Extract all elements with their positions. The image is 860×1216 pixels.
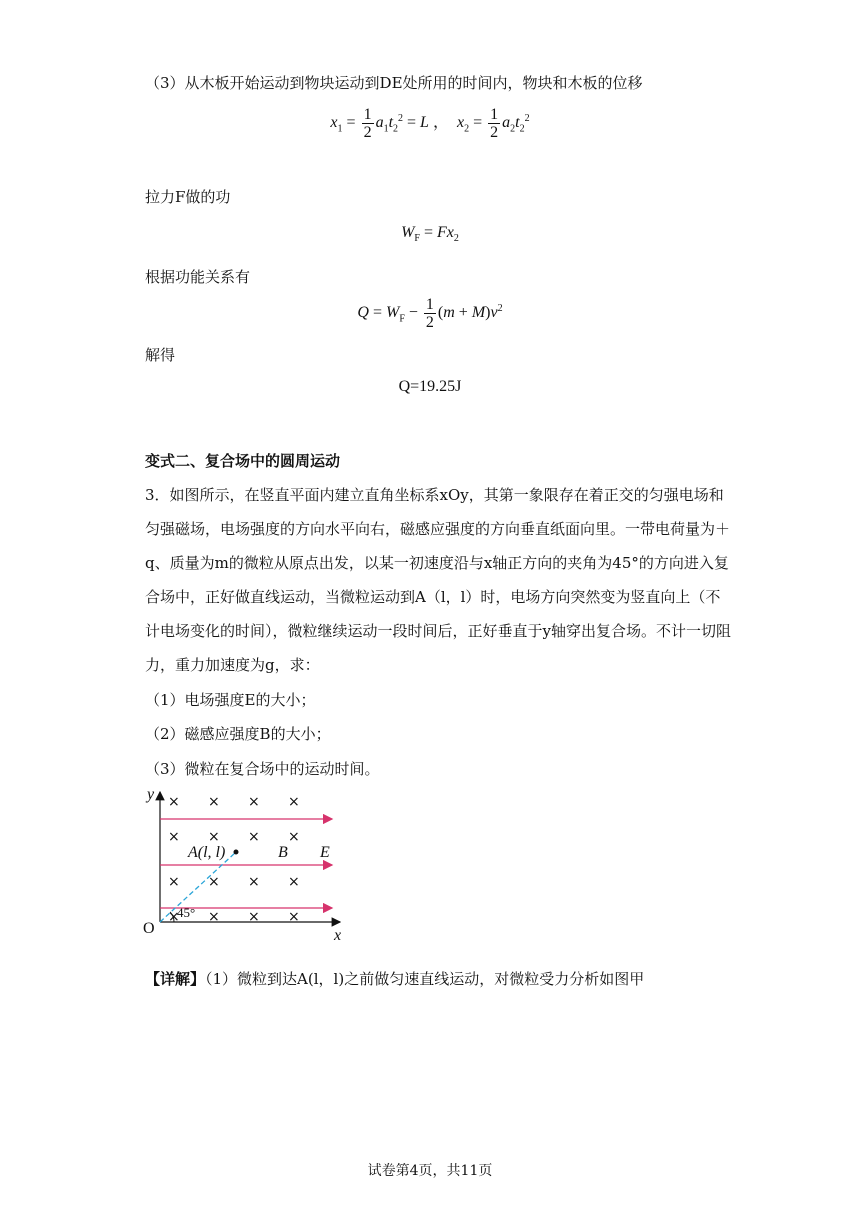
cross-mark: × <box>208 794 220 810</box>
energy-label: 根据功能关系有 <box>145 268 251 286</box>
x-axis-label: x <box>334 927 342 944</box>
work-equation: $W_F = Fx_2$ <box>401 224 459 245</box>
cross-mark: × <box>248 909 260 925</box>
cross-mark: × <box>208 909 220 925</box>
angle-label: 45° <box>177 905 196 920</box>
solution-part3-intro <box>145 72 643 93</box>
point-a-label: A(l, l) <box>188 844 226 861</box>
detail-text: （1）微粒到达A(l，l)之前做匀速直线运动，对微粒受力分析如图甲 <box>205 970 645 988</box>
cross-mark: × <box>288 829 300 845</box>
cross-mark: × <box>208 829 220 845</box>
cross-mark: × <box>168 829 180 845</box>
energy-equation: $Q = W_F$ − $\frac{1}{2}$ $(m + M)v^2$ <box>357 296 503 331</box>
question-1: （1）电场强度E的大小； <box>145 691 316 709</box>
solve-label: 解得 <box>145 346 176 364</box>
e-field-label: E <box>320 844 330 861</box>
question-2: （2）磁感应强度B的大小； <box>145 725 331 743</box>
cross-mark: × <box>248 794 260 810</box>
y-axis-label: y <box>147 786 155 803</box>
solution-part3-intro-text: （3）从木板开始运动到物块运动到DE处所用的时间内，物块和木板的位移 <box>145 74 643 92</box>
cross-mark: × <box>208 874 220 890</box>
origin-label: O <box>143 920 155 937</box>
page-footer: 试卷第4页，共11页 <box>367 1163 493 1179</box>
problem-3-stem <box>145 478 735 682</box>
question-3: （3）微粒在复合场中的运动时间。 <box>145 760 380 778</box>
section-title: 变式二、复合场中的圆周运动 <box>145 452 341 470</box>
result-value: Q=19.25J <box>398 378 462 395</box>
displacement-equation: $x_1$ = $\frac{1}{2}$ $a_1t_2^2 = L$ ， $x_2$ = $\frac{1}{2}$ $a_2t_2^2$ <box>330 106 530 141</box>
detail-tag: 【详解】 <box>145 970 206 988</box>
field-diagram <box>130 780 360 950</box>
cross-mark: × <box>288 794 300 810</box>
detail-line <box>145 968 644 989</box>
cross-mark: × <box>248 829 260 845</box>
b-field-label: B <box>278 844 288 861</box>
point-a <box>234 850 239 855</box>
cross-mark: × <box>168 794 180 810</box>
cross-mark: × <box>288 874 300 890</box>
cross-mark: × <box>288 909 300 925</box>
problem-text: 如图所示，在竖直平面内建立直角坐标系xOy，其第一象限存在着正交的匀强电场和匀强磁场，电场强度的方向水平向右，磁感应强度的方向垂直纸面向里。一带电荷量为＋q、质量为m的微粒从原点出发，以某一初速度沿与x轴正方向的夹角为45°的方向进入复合场中，正好做直线运动，当微粒运动到A（l，l）时，电场方向突然变为竖直向上（不计电场变化的时间），微粒继续运动一段时间后，正好垂直于y轴穿出复合场。不计一切阻力，重力加速度为g，求： <box>145 486 731 674</box>
cross-mark: × <box>168 909 180 925</box>
cross-mark: × <box>168 874 180 890</box>
work-label: 拉力F做的功 <box>145 188 231 206</box>
problem-number: 3． <box>145 486 170 504</box>
cross-mark: × <box>248 874 260 890</box>
